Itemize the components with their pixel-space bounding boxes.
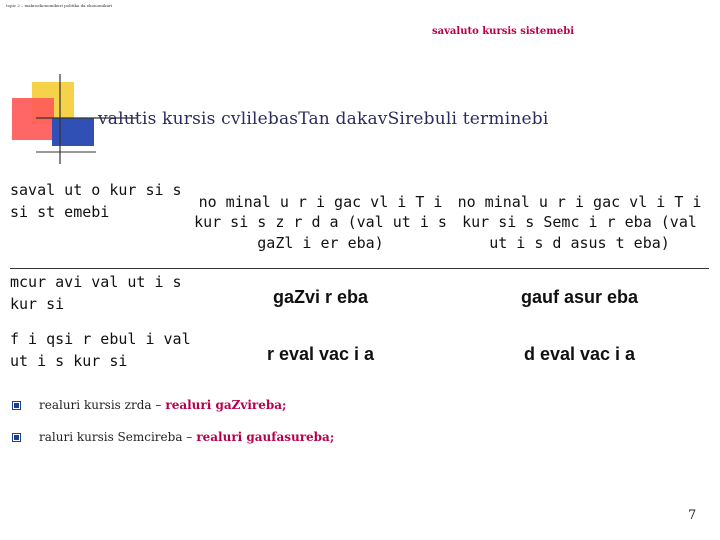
- slide-subtitle: savaluto kursis sistemebi: [432, 26, 575, 37]
- bullet-emphasis: realuri gaZvireba;: [165, 398, 287, 412]
- row-label: f i qsi r ebul i val ut i s kur si: [10, 330, 191, 370]
- topic-header: topic 2 – makroekonomikuri politika da ekonomikuri: [6, 3, 113, 8]
- row-label: saval ut o kur si s si st emebi: [10, 177, 191, 269]
- decorative-squares-logo: [0, 0, 140, 170]
- slide-title: valutis kursis cvlilebasTan dakavSirebuli terminebi: [98, 109, 549, 129]
- cell-revaluation: r eval vac i a: [266, 344, 375, 365]
- cell-nominal-increase: no minal u r i gac vl i T i kur si s z r d a (val ut i s gaZl i er eba): [191, 177, 450, 269]
- cell-nominal-decrease: no minal u r i gac vl i T i kur si s Semc i r eba (val ut i s d asus t eba): [450, 177, 709, 269]
- bullet-square-icon: [12, 433, 21, 442]
- terms-table: [10, 177, 709, 383]
- bullet-square-icon: [12, 401, 21, 410]
- bullet-text: raluri kursis Semcireba –: [39, 430, 193, 444]
- bullet-list: [12, 396, 612, 460]
- table-row: [10, 269, 709, 327]
- cell-devaluation: d eval vac i a: [523, 344, 636, 365]
- bullet-emphasis: realuri gaufasureba;: [196, 430, 335, 444]
- list-item: [12, 428, 612, 446]
- cell-appreciation: gaZvi r eba: [272, 287, 369, 308]
- bullet-text: realuri kursis zrda –: [39, 398, 162, 412]
- row-label: mcur avi val ut i s kur si: [10, 273, 182, 313]
- cell-depreciation: gauf asur eba: [520, 287, 639, 308]
- table-row: [10, 177, 709, 269]
- list-item: [12, 396, 612, 414]
- page-number: 7: [688, 508, 697, 523]
- table-row: [10, 326, 709, 383]
